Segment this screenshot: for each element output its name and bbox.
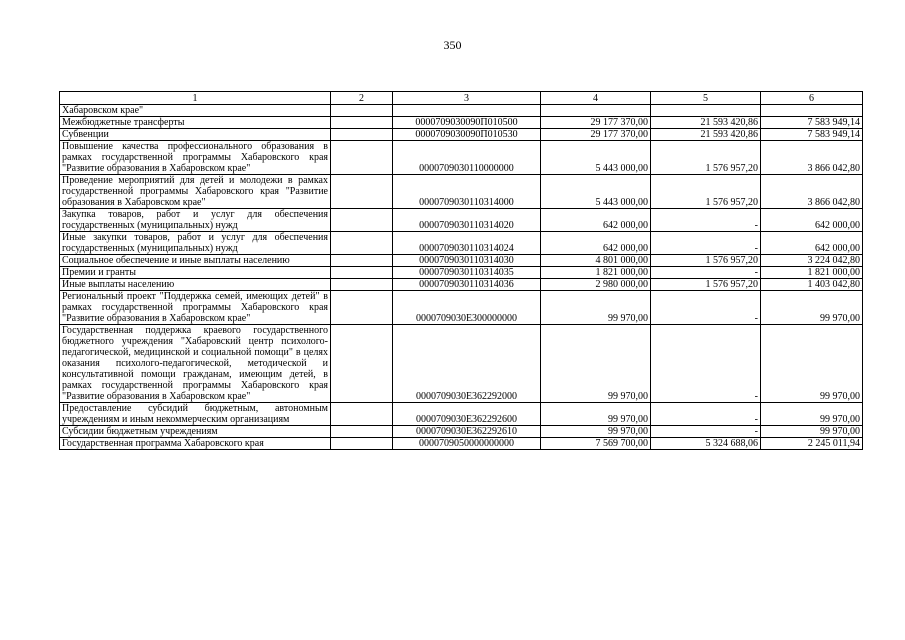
row-value-col4-cell: 4 801 000,00 — [541, 255, 651, 267]
row-code-cell: 0000709050000000000 — [393, 438, 541, 450]
row-value-col5-cell: 1 576 957,20 — [651, 279, 761, 291]
row-name-cell: Субвенции — [60, 129, 331, 141]
row-name-cell: Государственная программа Хабаровского края — [60, 438, 331, 450]
row-col2-cell — [331, 426, 393, 438]
row-name-cell: Социальное обеспечение и иные выплаты населению — [60, 255, 331, 267]
row-name-cell: Иные выплаты населению — [60, 279, 331, 291]
row-code-cell: 0000709030110000000 — [393, 141, 541, 175]
table-row — [60, 105, 863, 117]
row-value-col6-cell: 7 583 949,14 — [761, 117, 863, 129]
table-row — [60, 279, 863, 291]
row-value-col5-cell: - — [651, 426, 761, 438]
row-code-cell: 0000709030110314024 — [393, 232, 541, 255]
row-code-cell: 0000709030Е362292600 — [393, 403, 541, 426]
row-col2-cell — [331, 267, 393, 279]
row-col2-cell — [331, 129, 393, 141]
row-value-col6-cell: 642 000,00 — [761, 232, 863, 255]
row-code-cell: 0000709030090П010500 — [393, 117, 541, 129]
row-col2-cell — [331, 209, 393, 232]
row-value-col4-cell: 642 000,00 — [541, 232, 651, 255]
row-value-col6-cell: 1 821 000,00 — [761, 267, 863, 279]
row-col2-cell — [331, 175, 393, 209]
row-value-col4-cell: 2 980 000,00 — [541, 279, 651, 291]
row-code-cell — [393, 105, 541, 117]
table-row — [60, 325, 863, 403]
row-value-col5-cell: 1 576 957,20 — [651, 141, 761, 175]
table-row — [60, 129, 863, 141]
budget-table — [59, 91, 863, 450]
row-value-col6-cell: 642 000,00 — [761, 209, 863, 232]
row-value-col5-cell: 21 593 420,86 — [651, 117, 761, 129]
row-name-cell: Иные закупки товаров, работ и услуг для обеспечения государственных (муниципальных) нужд — [60, 232, 331, 255]
row-code-cell: 0000709030Е300000000 — [393, 291, 541, 325]
row-name-cell: Предоставление субсидий бюджетным, автономным учреждениям и иным некоммерческим организациям — [60, 403, 331, 426]
row-code-cell: 0000709030110314036 — [393, 279, 541, 291]
row-col2-cell — [331, 255, 393, 267]
table-row — [60, 117, 863, 129]
row-value-col5-cell: - — [651, 403, 761, 426]
row-value-col6-cell: 99 970,00 — [761, 291, 863, 325]
row-value-col4-cell: 642 000,00 — [541, 209, 651, 232]
column-header: 4 — [541, 92, 651, 105]
row-value-col5-cell: 5 324 688,06 — [651, 438, 761, 450]
page-number: 350 — [443, 38, 462, 52]
row-code-cell: 0000709030Е362292610 — [393, 426, 541, 438]
row-value-col5-cell: - — [651, 267, 761, 279]
row-col2-cell — [331, 403, 393, 426]
row-value-col5-cell: - — [651, 232, 761, 255]
row-col2-cell — [331, 438, 393, 450]
row-value-col4-cell: 99 970,00 — [541, 291, 651, 325]
column-header: 5 — [651, 92, 761, 105]
row-value-col5-cell: 1 576 957,20 — [651, 255, 761, 267]
row-col2-cell — [331, 291, 393, 325]
row-name-cell: Региональный проект "Поддержка семей, имеющих детей" в рамках государственной программы Хабаровского края "Развитие образования в Хабаровском крае" — [60, 291, 331, 325]
row-value-col4-cell: 99 970,00 — [541, 426, 651, 438]
table-row — [60, 232, 863, 255]
row-value-col5-cell: 1 576 957,20 — [651, 175, 761, 209]
row-code-cell: 0000709030Е362292000 — [393, 325, 541, 403]
table-row — [60, 175, 863, 209]
column-header: 1 — [60, 92, 331, 105]
row-col2-cell — [331, 325, 393, 403]
row-value-col6-cell: 7 583 949,14 — [761, 129, 863, 141]
table-row — [60, 141, 863, 175]
row-name-cell: Повышение качества профессионального образования в рамках государственной программы Хабаровского края "Развитие образования в Хабаровском крае" — [60, 141, 331, 175]
column-header: 2 — [331, 92, 393, 105]
row-value-col6-cell: 1 403 042,80 — [761, 279, 863, 291]
row-col2-cell — [331, 232, 393, 255]
row-value-col6-cell: 3 866 042,80 — [761, 141, 863, 175]
table-row — [60, 403, 863, 426]
row-value-col4-cell — [541, 105, 651, 117]
row-name-cell: Межбюджетные трансферты — [60, 117, 331, 129]
row-value-col6-cell: 3 224 042,80 — [761, 255, 863, 267]
table-row — [60, 267, 863, 279]
row-value-col4-cell: 99 970,00 — [541, 325, 651, 403]
row-value-col6-cell: 3 866 042,80 — [761, 175, 863, 209]
row-value-col4-cell: 5 443 000,00 — [541, 175, 651, 209]
row-value-col4-cell: 29 177 370,00 — [541, 129, 651, 141]
row-name-cell: Субсидии бюджетным учреждениям — [60, 426, 331, 438]
row-name-cell: Закупка товаров, работ и услуг для обеспечения государственных (муниципальных) нужд — [60, 209, 331, 232]
row-col2-cell — [331, 105, 393, 117]
row-value-col5-cell: - — [651, 209, 761, 232]
row-value-col6-cell — [761, 105, 863, 117]
table-row — [60, 209, 863, 232]
table-row — [60, 255, 863, 267]
row-name-cell: Государственная поддержка краевого государственного бюджетного учреждения "Хабаровский центр психолого-педагогической, медицинской и социальной помощи" в целях оказания психолого-педагогической, методической и консультативной помощи гражданам, имеющим детей, в рамках государственной программы Хабаровского края "Развитие образования в Хабаровском крае" — [60, 325, 331, 403]
row-name-cell: Хабаровском крае" — [60, 105, 331, 117]
column-header: 3 — [393, 92, 541, 105]
row-value-col6-cell: 99 970,00 — [761, 426, 863, 438]
row-value-col4-cell: 5 443 000,00 — [541, 141, 651, 175]
row-col2-cell — [331, 279, 393, 291]
row-code-cell: 0000709030090П010530 — [393, 129, 541, 141]
row-name-cell: Премии и гранты — [60, 267, 331, 279]
column-header: 6 — [761, 92, 863, 105]
row-value-col6-cell: 2 245 011,94 — [761, 438, 863, 450]
row-code-cell: 0000709030110314030 — [393, 255, 541, 267]
row-value-col5-cell: 21 593 420,86 — [651, 129, 761, 141]
table-row — [60, 438, 863, 450]
row-code-cell: 0000709030110314020 — [393, 209, 541, 232]
table-row — [60, 426, 863, 438]
row-value-col4-cell: 29 177 370,00 — [541, 117, 651, 129]
row-value-col5-cell — [651, 105, 761, 117]
row-value-col5-cell: - — [651, 325, 761, 403]
row-value-col5-cell: - — [651, 291, 761, 325]
row-value-col4-cell: 7 569 700,00 — [541, 438, 651, 450]
row-value-col6-cell: 99 970,00 — [761, 403, 863, 426]
row-value-col4-cell: 1 821 000,00 — [541, 267, 651, 279]
row-name-cell: Проведение мероприятий для детей и молодежи в рамках государственной программы Хабаровского края "Развитие образования в Хабаровском крае" — [60, 175, 331, 209]
header-row — [60, 92, 863, 105]
table-body — [60, 105, 863, 450]
row-col2-cell — [331, 117, 393, 129]
row-code-cell: 0000709030110314035 — [393, 267, 541, 279]
table-row — [60, 291, 863, 325]
row-col2-cell — [331, 141, 393, 175]
row-value-col4-cell: 99 970,00 — [541, 403, 651, 426]
row-value-col6-cell: 99 970,00 — [761, 325, 863, 403]
row-code-cell: 0000709030110314000 — [393, 175, 541, 209]
